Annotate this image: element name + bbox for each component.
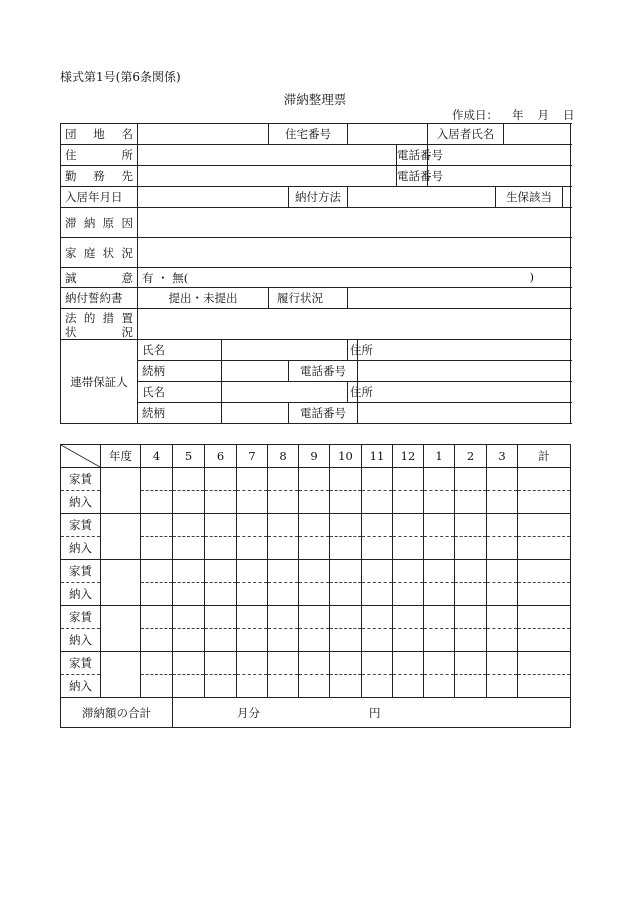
label-cause: 滞 納 原 因	[61, 208, 138, 238]
rent-amount-cell[interactable]	[173, 468, 205, 491]
label-rent: 家賃	[61, 468, 101, 491]
label-kinmu: 勤 務 先	[61, 166, 138, 187]
paid-amount-cell[interactable]	[330, 537, 362, 560]
rent-amount-cell[interactable]	[487, 606, 518, 629]
paid-amount-cell[interactable]	[237, 675, 268, 698]
created-month: 月	[537, 108, 549, 122]
rent-amount-cell[interactable]	[424, 606, 455, 629]
label-sum: 滞納額の合計	[61, 698, 173, 728]
rent-amount-cell[interactable]	[330, 514, 362, 537]
field-jusho[interactable]	[138, 145, 397, 166]
field-g-name-1[interactable]	[222, 340, 348, 361]
rent-amount-cell[interactable]	[268, 560, 299, 583]
paid-amount-cell[interactable]	[237, 583, 268, 606]
label-g-relation-1: 続柄	[138, 361, 222, 382]
field-g-address-1[interactable]	[358, 340, 571, 361]
year-cell[interactable]	[101, 468, 141, 514]
rent-amount-cell[interactable]	[455, 652, 487, 675]
paid-amount-cell[interactable]	[173, 675, 205, 698]
paid-amount-cell[interactable]	[268, 675, 299, 698]
field-denwa-1[interactable]	[428, 145, 571, 166]
rent-amount-cell[interactable]	[299, 606, 330, 629]
rent-amount-cell[interactable]	[141, 468, 173, 491]
label-g-phone-2: 電話番号	[289, 403, 358, 424]
rent-amount-cell[interactable]	[237, 468, 268, 491]
document-title: 滞納整理票	[283, 92, 347, 107]
paid-amount-cell[interactable]	[173, 537, 205, 560]
rent-amount-cell[interactable]	[330, 606, 362, 629]
rent-amount-cell[interactable]	[330, 468, 362, 491]
label-intent: 誠 意	[61, 268, 138, 288]
label-year: 年度	[101, 445, 141, 468]
paid-amount-cell[interactable]	[455, 675, 487, 698]
rent-amount-cell[interactable]	[173, 514, 205, 537]
paid-amount-cell[interactable]	[237, 629, 268, 652]
field-intent[interactable]	[138, 268, 571, 288]
paid-amount-cell[interactable]	[330, 491, 362, 514]
field-nofu-method[interactable]	[348, 187, 496, 208]
field-nyukyo-date[interactable]	[138, 187, 289, 208]
field-denwa-2[interactable]	[428, 166, 571, 187]
paid-amount-cell[interactable]	[141, 583, 173, 606]
rent-amount-cell[interactable]	[205, 652, 237, 675]
field-seiho[interactable]	[563, 187, 571, 208]
form-number: 様式第1号(第6条関係)	[60, 70, 181, 84]
rent-amount-cell[interactable]	[487, 560, 518, 583]
label-pledge: 納付誓約書	[61, 288, 138, 309]
field-legal[interactable]	[138, 309, 571, 340]
paid-amount-cell[interactable]	[424, 491, 455, 514]
label-nyukyosha: 入居者氏名	[428, 124, 504, 145]
field-jutaku[interactable]	[348, 124, 428, 145]
rent-amount-cell[interactable]	[141, 560, 173, 583]
field-g-address-2[interactable]	[358, 382, 571, 403]
paid-amount-cell[interactable]	[268, 491, 299, 514]
paid-amount-cell[interactable]	[299, 629, 330, 652]
rent-amount-cell[interactable]	[487, 468, 518, 491]
field-cause[interactable]	[138, 208, 571, 238]
rent-amount-cell[interactable]	[141, 606, 173, 629]
rent-amount-cell[interactable]	[299, 468, 330, 491]
field-g-relation-2[interactable]	[222, 403, 289, 424]
label-jutaku: 住宅番号	[269, 124, 348, 145]
month-10: 10	[330, 445, 362, 468]
paid-amount-cell[interactable]	[141, 537, 173, 560]
field-performance[interactable]	[348, 288, 571, 309]
label-performance: 履行状況	[269, 288, 348, 309]
rent-amount-cell[interactable]	[268, 606, 299, 629]
paid-amount-cell[interactable]	[393, 491, 424, 514]
label-paid: 納入	[61, 537, 101, 560]
month-8: 8	[268, 445, 299, 468]
rent-total-cell[interactable]	[518, 514, 571, 537]
paid-amount-cell[interactable]	[393, 537, 424, 560]
rent-amount-cell[interactable]	[362, 468, 393, 491]
paid-amount-cell[interactable]	[424, 675, 455, 698]
rent-total-cell[interactable]	[518, 606, 571, 629]
year-cell[interactable]	[101, 560, 141, 606]
month-12: 12	[393, 445, 424, 468]
label-danchi: 団 地 名	[61, 124, 138, 145]
paid-amount-cell[interactable]	[141, 675, 173, 698]
month-6: 6	[205, 445, 237, 468]
rent-amount-cell[interactable]	[205, 514, 237, 537]
rent-amount-cell[interactable]	[173, 606, 205, 629]
label-total: 計	[518, 445, 571, 468]
rent-amount-cell[interactable]	[393, 652, 424, 675]
paid-amount-cell[interactable]	[487, 537, 518, 560]
month-5: 5	[173, 445, 205, 468]
ledger-row-rent	[61, 468, 571, 491]
rent-amount-cell[interactable]	[424, 652, 455, 675]
rent-amount-cell[interactable]	[173, 652, 205, 675]
paid-amount-cell[interactable]	[299, 491, 330, 514]
ledger-header-row	[61, 445, 571, 468]
paid-amount-cell[interactable]	[455, 629, 487, 652]
paid-amount-cell[interactable]	[268, 537, 299, 560]
field-g-name-2[interactable]	[222, 382, 348, 403]
rent-amount-cell[interactable]	[299, 560, 330, 583]
field-family[interactable]	[138, 238, 571, 268]
paid-amount-cell[interactable]	[362, 629, 393, 652]
label-paid: 納入	[61, 675, 101, 698]
intent-options: 有 ・ 無(	[142, 270, 189, 285]
rent-amount-cell[interactable]	[393, 606, 424, 629]
paid-amount-cell[interactable]	[205, 491, 237, 514]
paid-amount-cell[interactable]	[141, 629, 173, 652]
ledger-row-rent	[61, 606, 571, 629]
label-rent: 家賃	[61, 606, 101, 629]
paid-total-cell[interactable]	[518, 537, 571, 560]
paid-amount-cell[interactable]	[299, 537, 330, 560]
paid-amount-cell[interactable]	[362, 583, 393, 606]
paid-amount-cell[interactable]	[268, 583, 299, 606]
paid-amount-cell[interactable]	[330, 629, 362, 652]
month-9: 9	[299, 445, 330, 468]
rent-amount-cell[interactable]	[268, 468, 299, 491]
ledger-row-rent	[61, 652, 571, 675]
rent-amount-cell[interactable]	[141, 514, 173, 537]
rent-total-cell[interactable]	[518, 652, 571, 675]
paid-amount-cell[interactable]	[362, 675, 393, 698]
label-g-name-1: 氏名	[138, 340, 222, 361]
label-rent: 家賃	[61, 514, 101, 537]
paid-amount-cell[interactable]	[173, 583, 205, 606]
label-rent: 家賃	[61, 560, 101, 583]
rent-amount-cell[interactable]	[393, 468, 424, 491]
rent-amount-cell[interactable]	[424, 468, 455, 491]
rent-amount-cell[interactable]	[237, 560, 268, 583]
created-year: 年	[512, 108, 524, 122]
paid-amount-cell[interactable]	[237, 491, 268, 514]
rent-amount-cell[interactable]	[237, 652, 268, 675]
label-denwa-1: 電話番号	[397, 145, 428, 166]
field-kinmu[interactable]	[138, 166, 397, 187]
paid-amount-cell[interactable]	[237, 537, 268, 560]
rent-amount-cell[interactable]	[237, 606, 268, 629]
rent-amount-cell[interactable]	[393, 560, 424, 583]
rent-amount-cell[interactable]	[455, 560, 487, 583]
created-label: 作成日：	[452, 108, 498, 122]
paid-amount-cell[interactable]	[299, 583, 330, 606]
label-denwa-2: 電話番号	[397, 166, 428, 187]
paid-amount-cell[interactable]	[455, 583, 487, 606]
label-g-relation-2: 続柄	[138, 403, 222, 424]
paid-amount-cell[interactable]	[393, 675, 424, 698]
paid-amount-cell[interactable]	[393, 629, 424, 652]
paid-amount-cell[interactable]	[205, 675, 237, 698]
paid-amount-cell[interactable]	[362, 537, 393, 560]
sum-yen-label: 円	[369, 706, 381, 720]
paid-total-cell[interactable]	[518, 629, 571, 652]
rent-amount-cell[interactable]	[362, 560, 393, 583]
pledge-options[interactable]: 提出・未提出	[138, 288, 269, 309]
label-family: 家 庭 状 況	[61, 238, 138, 268]
label-legal: 法 的 措 置 状 況	[61, 309, 138, 340]
rent-amount-cell[interactable]	[268, 652, 299, 675]
label-rent: 家賃	[61, 652, 101, 675]
label-nofu-method: 納付方法	[289, 187, 348, 208]
label-guarantor: 連帯保証人	[61, 340, 138, 424]
paid-amount-cell[interactable]	[424, 537, 455, 560]
label-seiho: 生保該当	[496, 187, 563, 208]
label-paid: 納入	[61, 583, 101, 606]
ledger-table	[60, 444, 571, 728]
info-table	[60, 123, 571, 424]
ledger-row-rent	[61, 560, 571, 583]
paid-total-cell[interactable]	[518, 583, 571, 606]
label-g-address-1: 住所	[348, 340, 358, 361]
paid-total-cell[interactable]	[518, 675, 571, 698]
created-date	[452, 107, 575, 123]
created-day: 日	[563, 108, 575, 122]
ledger-sum-row	[61, 698, 571, 728]
label-jusho: 住 所	[61, 145, 138, 166]
paid-amount-cell[interactable]	[268, 629, 299, 652]
month-2: 2	[455, 445, 487, 468]
rent-amount-cell[interactable]	[237, 514, 268, 537]
rent-amount-cell[interactable]	[141, 652, 173, 675]
diagonal-cell	[61, 445, 101, 468]
ledger-row-rent	[61, 514, 571, 537]
rent-amount-cell[interactable]	[330, 652, 362, 675]
month-4: 4	[141, 445, 173, 468]
paid-amount-cell[interactable]	[299, 675, 330, 698]
paid-amount-cell[interactable]	[362, 491, 393, 514]
field-nyukyosha[interactable]	[504, 124, 571, 145]
rent-amount-cell[interactable]	[362, 652, 393, 675]
intent-close: )	[529, 269, 534, 284]
field-g-phone-2[interactable]	[358, 403, 571, 424]
rent-amount-cell[interactable]	[424, 514, 455, 537]
year-cell[interactable]	[101, 652, 141, 698]
sum-month-label: 月分	[237, 706, 260, 720]
field-danchi[interactable]	[138, 124, 269, 145]
paid-amount-cell[interactable]	[487, 629, 518, 652]
paid-amount-cell[interactable]	[205, 537, 237, 560]
month-1: 1	[424, 445, 455, 468]
rent-amount-cell[interactable]	[487, 652, 518, 675]
paid-amount-cell[interactable]	[173, 629, 205, 652]
rent-amount-cell[interactable]	[330, 560, 362, 583]
paid-amount-cell[interactable]	[455, 491, 487, 514]
rent-total-cell[interactable]	[518, 468, 571, 491]
rent-amount-cell[interactable]	[205, 606, 237, 629]
year-cell[interactable]	[101, 606, 141, 652]
paid-amount-cell[interactable]	[330, 675, 362, 698]
field-sum[interactable]	[173, 698, 571, 728]
paid-amount-cell[interactable]	[424, 583, 455, 606]
field-g-phone-1[interactable]	[358, 361, 571, 382]
rent-amount-cell[interactable]	[362, 514, 393, 537]
label-g-phone-1: 電話番号	[289, 361, 358, 382]
paid-total-cell[interactable]	[518, 491, 571, 514]
rent-amount-cell[interactable]	[455, 514, 487, 537]
year-cell[interactable]	[101, 514, 141, 560]
paid-amount-cell[interactable]	[424, 629, 455, 652]
paid-amount-cell[interactable]	[487, 491, 518, 514]
rent-total-cell[interactable]	[518, 560, 571, 583]
rent-amount-cell[interactable]	[393, 514, 424, 537]
rent-amount-cell[interactable]	[268, 514, 299, 537]
rent-amount-cell[interactable]	[205, 468, 237, 491]
rent-amount-cell[interactable]	[455, 606, 487, 629]
rent-amount-cell[interactable]	[299, 652, 330, 675]
paid-amount-cell[interactable]	[330, 583, 362, 606]
label-g-address-2: 住所	[348, 382, 358, 403]
rent-amount-cell[interactable]	[424, 560, 455, 583]
rent-amount-cell[interactable]	[362, 606, 393, 629]
paid-amount-cell[interactable]	[173, 491, 205, 514]
month-3: 3	[487, 445, 518, 468]
month-7: 7	[237, 445, 268, 468]
rent-amount-cell[interactable]	[299, 514, 330, 537]
field-g-relation-1[interactable]	[222, 361, 289, 382]
paid-amount-cell[interactable]	[393, 583, 424, 606]
rent-amount-cell[interactable]	[487, 514, 518, 537]
rent-amount-cell[interactable]	[455, 468, 487, 491]
paid-amount-cell[interactable]	[487, 675, 518, 698]
paid-amount-cell[interactable]	[205, 629, 237, 652]
month-11: 11	[362, 445, 393, 468]
label-g-name-2: 氏名	[138, 382, 222, 403]
paid-amount-cell[interactable]	[487, 583, 518, 606]
rent-amount-cell[interactable]	[205, 560, 237, 583]
paid-amount-cell[interactable]	[205, 583, 237, 606]
label-nyukyo-date: 入居年月日	[61, 187, 138, 208]
label-paid: 納入	[61, 491, 101, 514]
label-paid: 納入	[61, 629, 101, 652]
paid-amount-cell[interactable]	[455, 537, 487, 560]
paid-amount-cell[interactable]	[141, 491, 173, 514]
rent-amount-cell[interactable]	[173, 560, 205, 583]
